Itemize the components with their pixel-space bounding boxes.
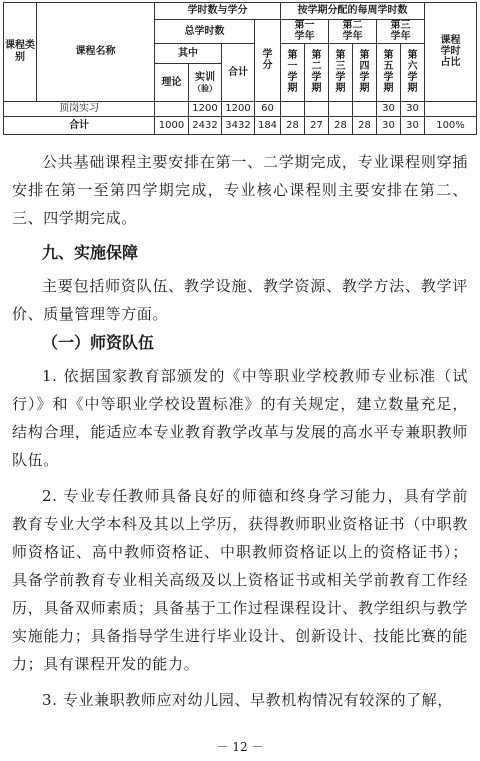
teacher-item-3: 3. 专业兼职教师应对幼儿园、早教机构情况有较深的了解，	[42, 691, 453, 709]
header-year-2: 第二学年	[329, 20, 377, 44]
header-semester-2: 第二学期	[305, 44, 329, 102]
header-semester-6: 第六学期	[401, 44, 425, 102]
header-total-hours: 总学时数	[155, 20, 255, 44]
header-course-name: 课程名称	[37, 3, 155, 102]
header-semester-1: 第一学期	[281, 44, 305, 102]
page-number: － 12 －	[216, 740, 264, 754]
schedule-paragraph: 公共基础课程主要安排在第一、二学期完成，专业课程则穿插安排在第一至第四学期完成，专业核心课程则主要安排在第二、三、四学期完成。	[12, 153, 468, 227]
header-ratio: 课程学时占比	[425, 3, 477, 102]
header-among: 其中	[155, 44, 222, 64]
header-hours-credits: 学时数与学分	[155, 3, 281, 20]
section-9-heading: 九、实施保障	[42, 243, 139, 262]
section-9-1-heading: （一）师资队伍	[42, 333, 155, 352]
header-year-3: 第三学年	[377, 20, 425, 44]
header-semester-4: 第四学期	[353, 44, 377, 102]
table-row: 顶岗实习 1200 1200 60 30 30	[4, 102, 477, 117]
header-weekly-hours: 按学期分配的每周学时数	[281, 3, 425, 20]
header-credits: 学分	[255, 20, 281, 102]
row-internship-name: 顶岗实习	[4, 102, 155, 117]
teacher-item-2: 2. 专业专任教师具备良好的师德和终身学习能力，具有学前教育专业大学本科及其以上学历，获得教师职业资格证书（中职教师资格证、高中教师资格证、中职教师资格证以上的资格证书）；具备学前教育专业相关高级及以上资格证书或相关学前教育工作经历，具备双师素质；具备基于工作过程课程设计、教学组织与教学实施能力；具备指导学生进行毕业设计、创新设计、技能比赛的能力；具有课程开发的能力。	[12, 487, 468, 673]
section-9-paragraph: 主要包括师资队伍、教学设施、教学资源、教学方法、教学评价、质量管理等方面。	[12, 277, 468, 323]
header-practice: 实训 （验）	[189, 64, 222, 102]
header-subtotal: 合计	[222, 44, 255, 102]
header-category: 课程类别	[4, 3, 37, 102]
header-semester-3: 第三学期	[329, 44, 353, 102]
row-total-name: 合计	[4, 117, 155, 135]
header-year-1: 第一学年	[281, 20, 329, 44]
teacher-item-1: 1. 依据国家教育部颁发的《中等职业学校教师专业标准（试行）》和《中等职业学校设置标准》的有关规定，建立数量充足，结构合理，能适应本专业教育教学改革与发展的高水平专兼职教师队伍。	[12, 367, 468, 469]
course-hours-table	[3, 2, 477, 135]
header-semester-5: 第五学期	[377, 44, 401, 102]
header-theory: 理论	[155, 64, 189, 102]
table-row: 合计 1000 2432 3432 184 28 27 28 28 30 30 100%	[4, 117, 477, 135]
